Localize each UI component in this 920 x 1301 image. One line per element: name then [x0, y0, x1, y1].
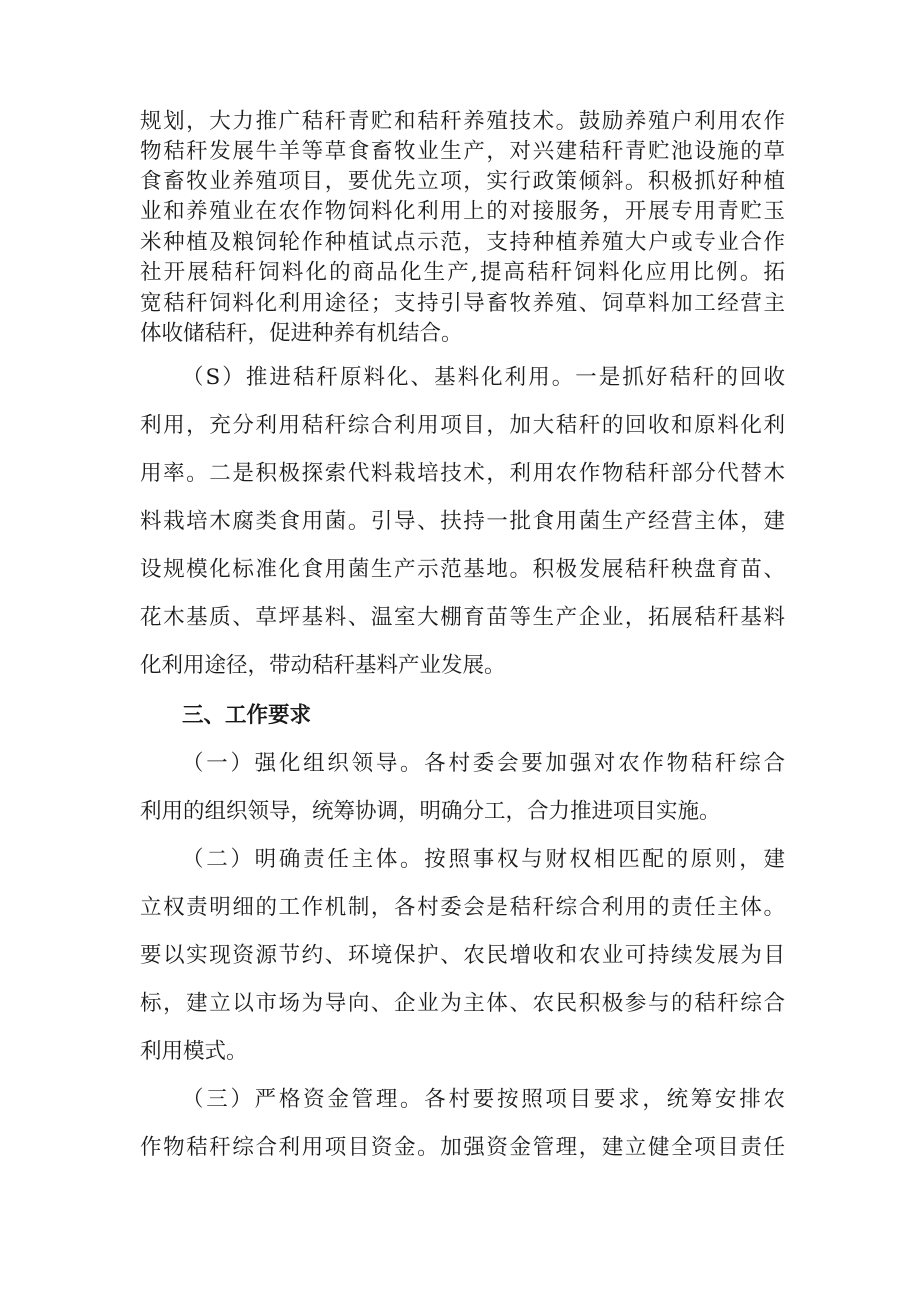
paragraph-line: 社开展秸秆饲料化的商品化生产,提高秸秆饲料化应用比例。拓 — [140, 260, 785, 285]
paragraph-line: 业和养殖业在农作物饲料化利用上的对接服务，开展专用青贮玉 — [140, 199, 785, 224]
paragraph-line: 标，建立以市场为导向、企业为主体、农民积极参与的秸秆综合 — [140, 991, 785, 1016]
paragraph-line: 规划，大力推广秸秆青贮和秸秆养殖技术。鼓励养殖户利用农作 — [140, 109, 785, 134]
paragraph-line: （三）严格资金管理。各村要按照项目要求，统筹安排农 — [182, 1087, 785, 1112]
section-heading: 三、工作要求 — [182, 703, 312, 728]
paragraph-line: 食畜牧业养殖项目，要优先立项，实行政策倾斜。积极抓好种植 — [140, 169, 785, 194]
paragraph-line: 用率。二是积极探索代料栽培技术，利用农作物秸秆部分代替木 — [140, 461, 785, 486]
paragraph-line: 体收储秸秆，促进种养有机结合。 — [140, 321, 463, 346]
paragraph-line: 米种植及粮饲轮作种植试点示范，支持种植养殖大户或专业合作 — [140, 230, 785, 255]
paragraph-line: 要以实现资源节约、环境保护、农民增收和农业可持续发展为目 — [140, 943, 785, 968]
paragraph-line: 利用模式。 — [140, 1039, 248, 1064]
paragraph-line: （S）推进秸秆原料化、基料化利用。一是抓好秸秆的回收 — [182, 365, 785, 390]
paragraph-line: （一）强化组织领导。各村委会要加强对农作物秸秆综合 — [182, 751, 785, 776]
paragraph-line: 料栽培木腐类食用菌。引导、扶持一批食用菌生产经营主体，建 — [140, 509, 785, 534]
paragraph-line: 立权责明细的工作机制，各村委会是秸秆综合利用的责任主体。 — [140, 895, 785, 920]
paragraph-line: 物秸秆发展牛羊等草食畜牧业生产，对兴建秸秆青贮池设施的草 — [140, 139, 785, 164]
paragraph-line: 花木基质、草坪基料、温室大棚育苗等生产企业，拓展秸秆基料 — [140, 605, 785, 630]
paragraph-line: （二）明确责任主体。按照事权与财权相匹配的原则，建 — [182, 847, 785, 872]
paragraph-line: 宽秸秆饲料化利用途径；支持引导畜牧养殖、饲草料加工经营主 — [140, 291, 785, 316]
paragraph-line: 作物秸秆综合利用项目资金。加强资金管理，建立健全项目责任 — [140, 1135, 785, 1160]
paragraph-line: 利用的组织领导，统筹协调，明确分工，合力推进项目实施。 — [140, 799, 721, 824]
paragraph-line: 设规模化标准化食用菌生产示范基地。积极发展秸秆秧盘育苗、 — [140, 557, 785, 582]
paragraph-line: 化利用途径，带动秸秆基料产业发展。 — [140, 653, 506, 678]
paragraph-line: 利用，充分利用秸秆综合利用项目，加大秸秆的回收和原料化利 — [140, 413, 785, 438]
